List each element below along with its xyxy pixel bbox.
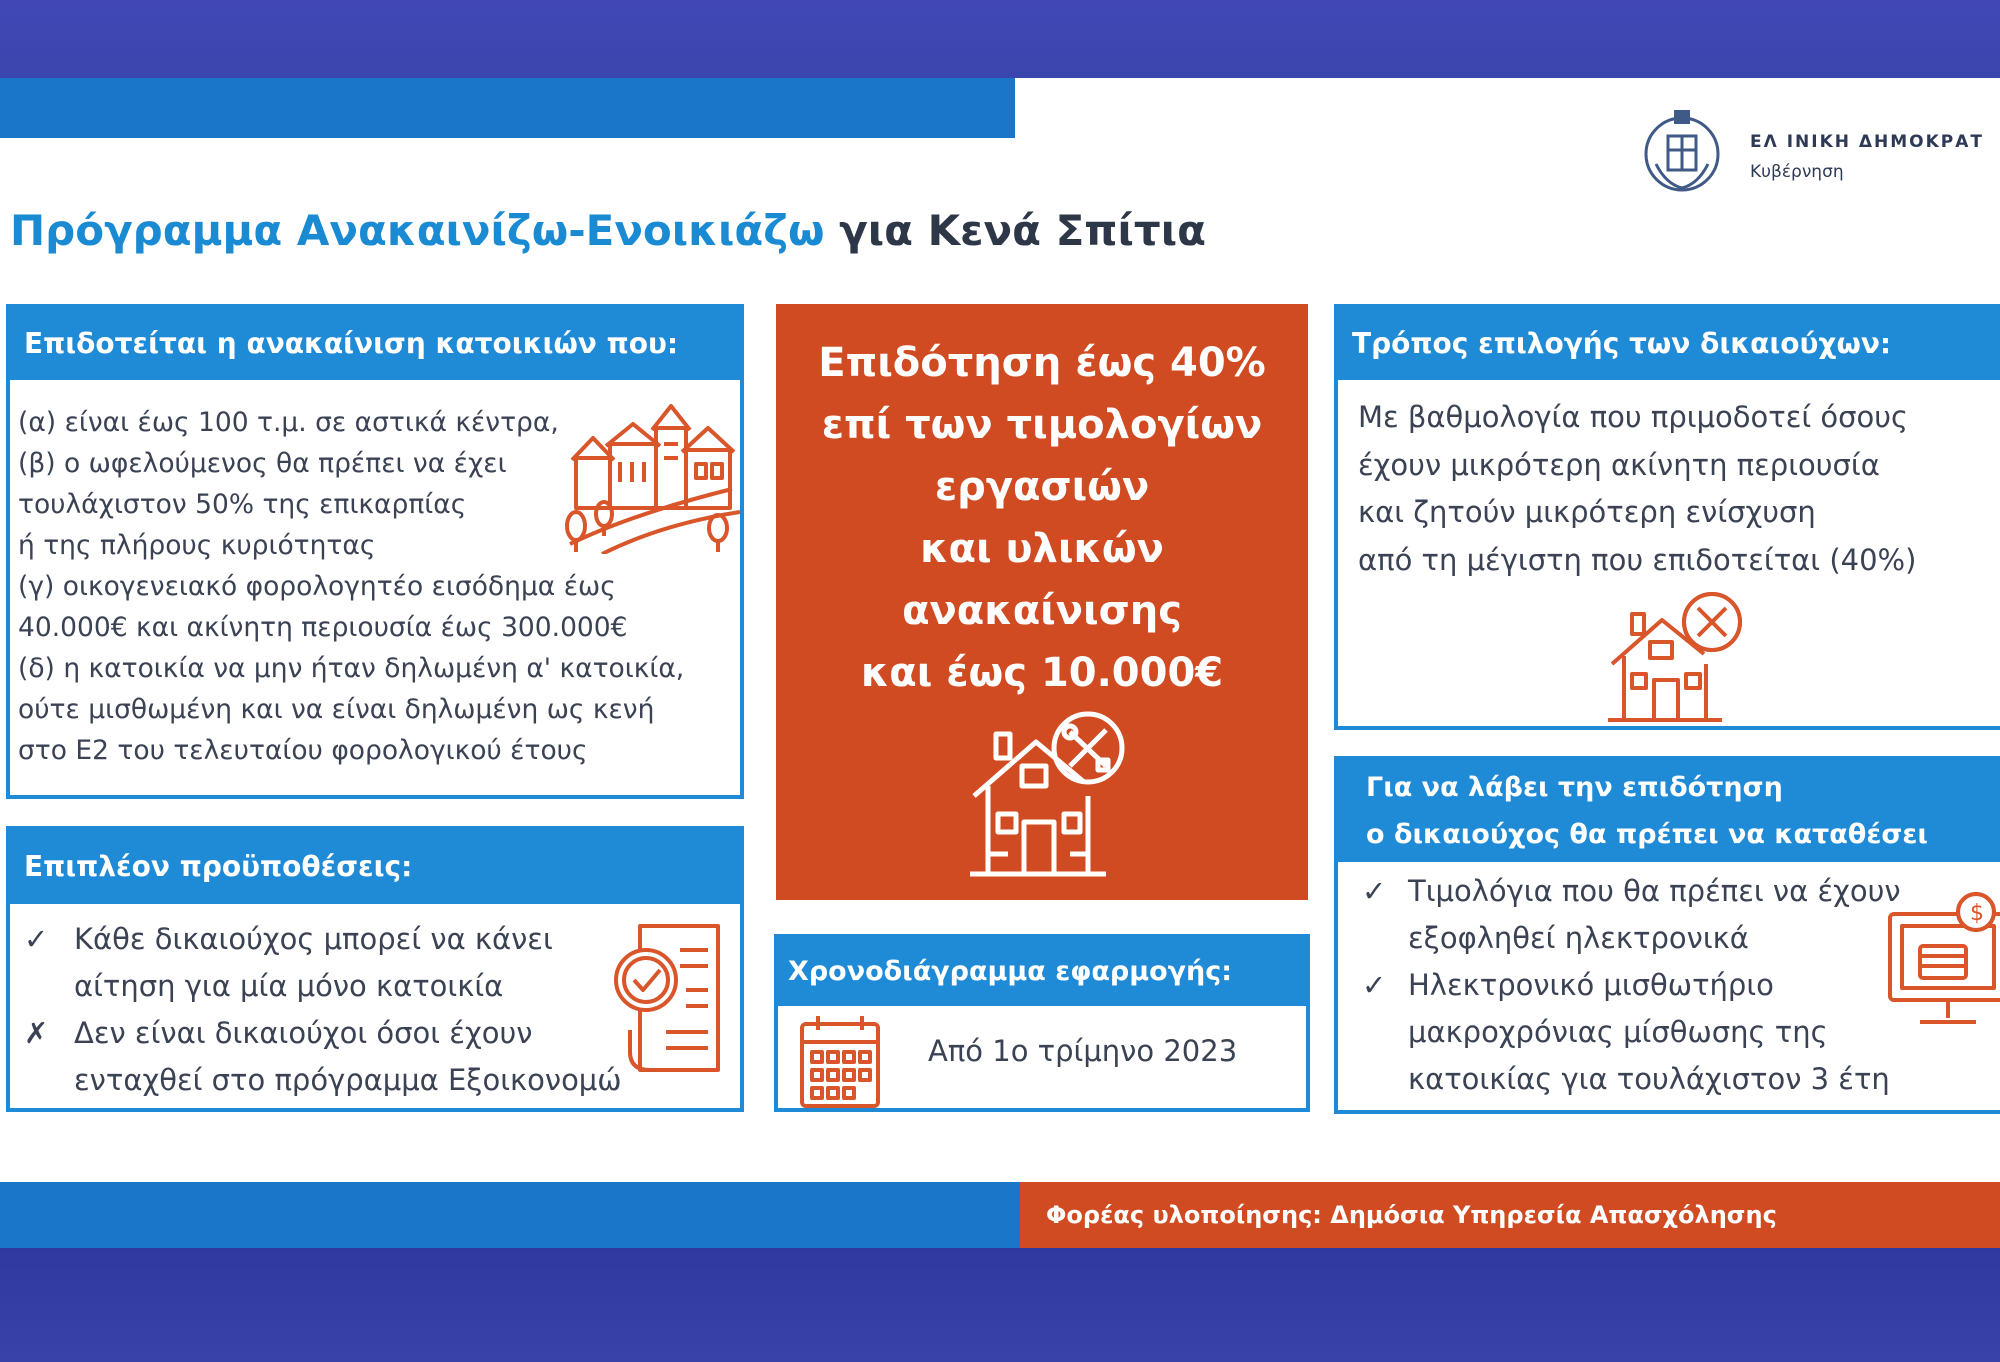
top-frame: [0, 0, 2000, 80]
additional-body: [10, 904, 740, 1108]
condition-text: ενταχθεί στο πρόγραμμα Εξοικονομώ: [74, 1063, 622, 1097]
selection-line: έχουν μικρότερη ακίνητη περιουσία: [1358, 447, 1880, 482]
document-text: κατοικίας για τουλάχιστον 3 έτη: [1408, 1062, 1890, 1096]
government-logo: [1632, 96, 2000, 206]
selection-body: [1338, 380, 2000, 726]
eligibility-body: [10, 380, 740, 795]
list-item: [24, 1010, 622, 1057]
list-item: [1362, 1009, 1901, 1056]
check-icon: ✓: [1362, 874, 1387, 908]
list-item: [1362, 868, 1901, 915]
logo-title: ΕΛ ΙΝΙΚΗ ΔΗΜΟΚΡΑΤ: [1750, 132, 1985, 152]
title-program-name: Πρόγραμμα Ανακαινίζω-Ενοικιάζω: [10, 206, 825, 255]
subsidy-line: ανακαίνισης: [902, 588, 1182, 634]
selection-line: και ζητούν μικρότερη ενίσχυση: [1358, 495, 1816, 529]
footer-accent-bar: [0, 1182, 1020, 1248]
conditions-list: [24, 916, 622, 1104]
condition-text: Κάθε δικαιούχος μπορεί να κάνει: [74, 922, 553, 956]
subsidy-line: εργασιών: [934, 464, 1150, 510]
schedule-body: [778, 1006, 1306, 1108]
criteria-line: ή της πλήρους κυριότητας: [18, 530, 376, 561]
cross-icon: ✗: [24, 1016, 49, 1050]
selection-heading: Τρόπος επιλογής των δικαιούχων:: [1338, 308, 2000, 380]
subsidy-line: και έως 10.000€: [860, 650, 1224, 696]
emblem-icon: [1636, 104, 1728, 196]
list-item: [1362, 1056, 1901, 1103]
submission-heading-line: ο δικαιούχος θα πρέπει να καταθέσει: [1366, 819, 1928, 850]
criteria-line: (α) είναι έως 100 τ.μ. σε αστικά κέντρα,: [18, 407, 559, 438]
bottom-frame: [0, 1248, 2000, 1362]
list-item: [1362, 962, 1901, 1009]
selection-line: από τη μέγιστη που επιδοτείται (40%): [1358, 542, 1917, 577]
footer-implementing-body: Φορέας υλοποίησης: Δημόσια Υπηρεσία Απασχόλησης: [1020, 1182, 2000, 1248]
svg-text:$: $: [1970, 901, 1984, 926]
criteria-line: τουλάχιστον 50% της επικαρπίας: [18, 489, 467, 520]
page-title: [10, 206, 1206, 255]
house-repair-icon: [966, 704, 1126, 884]
town-icon: [562, 394, 740, 554]
subsidy-line: Επιδότηση έως 40%: [818, 340, 1266, 386]
online-payment-icon: [1884, 890, 2000, 1032]
criteria-line: ούτε μισθωμένη και να είναι δηλωμένη ως κενή: [18, 694, 655, 725]
list-item: [24, 963, 622, 1010]
top-accent-bar: [0, 78, 1015, 138]
selection-panel: [1334, 304, 2000, 730]
document-text: Τιμολόγια που θα πρέπει να έχουν: [1408, 874, 1901, 908]
additional-conditions-panel: [6, 826, 744, 1112]
subsidy-text: [776, 332, 1308, 704]
list-item: [24, 916, 622, 963]
check-icon: ✓: [24, 922, 49, 956]
calendar-icon: [798, 1014, 882, 1110]
condition-text: αίτηση για μία μόνο κατοικία: [74, 969, 504, 1003]
criteria-line: (γ) οικογενειακό φορολογητέο εισόδημα έως: [18, 571, 616, 602]
eligibility-heading: Επιδοτείται η ανακαίνιση κατοικιών που:: [10, 308, 740, 380]
criteria-line: στο Ε2 του τελευταίου φορολογικού έτους: [18, 735, 588, 766]
list-item: [1362, 915, 1901, 962]
submission-heading-line: Για να λάβει την επιδότηση: [1366, 772, 1783, 803]
selection-line: Με βαθμολογία που πριμοδοτεί όσους: [1358, 400, 1909, 434]
additional-heading: Επιπλέον προϋποθέσεις:: [10, 830, 740, 904]
footer: [0, 1182, 2000, 1248]
submission-panel: [1334, 756, 2000, 1114]
condition-text: Δεν είναι δικαιούχοι όσοι έχουν: [74, 1016, 533, 1050]
list-item: [24, 1057, 622, 1104]
document-text: εξοφληθεί ηλεκτρονικά: [1408, 921, 1749, 955]
selection-text: [1358, 394, 1916, 584]
logo-subtitle: Κυβέρνηση: [1750, 162, 1844, 182]
document-text: μακροχρόνιας μίσθωσης της: [1408, 1015, 1828, 1049]
schedule-heading: Χρονοδιάγραμμα εφαρμογής:: [778, 938, 1306, 1006]
subsidy-line: επί των τιμολογίων: [821, 402, 1263, 448]
submission-body: [1338, 862, 2000, 1110]
title-suffix: για Κενά Σπίτια: [839, 206, 1206, 255]
criteria-line: (δ) η κατοικία να μην ήταν δηλωμένη α' κατοικία,: [18, 653, 685, 684]
criteria-line: (β) ο ωφελούμενος θα πρέπει να έχει: [18, 448, 507, 479]
document-text: Ηλεκτρονικό μισθωτήριο: [1408, 968, 1774, 1002]
schedule-text: Από 1ο τρίμηνο 2023: [928, 1034, 1238, 1068]
submission-heading: [1338, 760, 2000, 862]
eligibility-panel: [6, 304, 744, 799]
house-repair-icon: [1606, 590, 1746, 726]
check-icon: ✓: [1362, 968, 1387, 1002]
checked-document-icon: [610, 920, 740, 1080]
schedule-panel: [774, 934, 1310, 1112]
criteria-line: 40.000€ και ακίνητη περιουσία έως 300.000€: [18, 612, 628, 643]
subsidy-highlight: [776, 304, 1308, 900]
subsidy-line: και υλικών: [920, 526, 1164, 572]
documents-list: [1362, 868, 1901, 1103]
